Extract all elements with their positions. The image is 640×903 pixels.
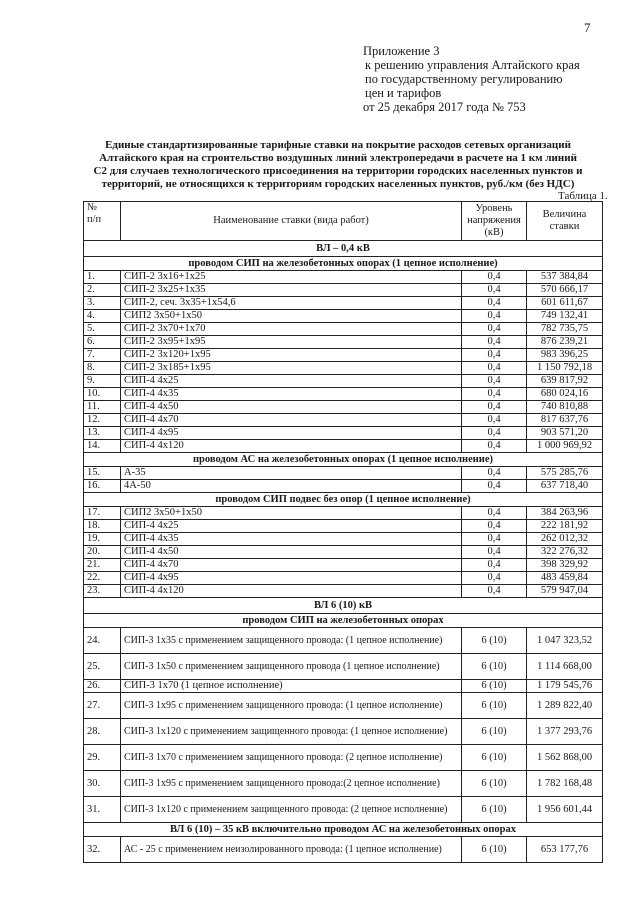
title-line-2: Алтайского края на строительство воздушных линий электропередачи в расчете на 1 км линий: [99, 152, 577, 164]
table-row: [84, 310, 603, 323]
row-number: 32.: [84, 837, 121, 863]
table-row: [84, 585, 603, 598]
row-voltage: 0,4: [462, 507, 527, 520]
table-row: [84, 440, 603, 453]
row-number: 21.: [84, 559, 121, 572]
row-price: 322 276,32: [527, 546, 603, 559]
table-row: [84, 837, 603, 863]
row-voltage: 0,4: [462, 559, 527, 572]
row-price: 601 611,67: [527, 297, 603, 310]
row-number: 1.: [84, 271, 121, 284]
row-number: 23.: [84, 585, 121, 598]
row-price: 782 735,75: [527, 323, 603, 336]
table-body: [84, 241, 603, 863]
row-name: СИП-3 1х95 с применением защищенного провода:(2 цепное исполнение): [121, 771, 462, 797]
row-number: 9.: [84, 375, 121, 388]
table-row: [84, 349, 603, 362]
row-voltage: 0,4: [462, 427, 527, 440]
table-row: [84, 336, 603, 349]
row-voltage: 0,4: [462, 572, 527, 585]
row-price: 398 329,92: [527, 559, 603, 572]
row-number: 13.: [84, 427, 121, 440]
row-name: СИП-2 3х95+1х95: [121, 336, 462, 349]
row-number: 6.: [84, 336, 121, 349]
row-price: 639 817,92: [527, 375, 603, 388]
row-name: СИП-3 1х50 с применением защищенного провода (1 цепное исполнение): [121, 654, 462, 680]
row-voltage: 0,4: [462, 336, 527, 349]
row-name: СИП-4 4х95: [121, 572, 462, 585]
row-voltage: 6 (10): [462, 837, 527, 863]
row-number: 25.: [84, 654, 121, 680]
row-voltage: 6 (10): [462, 693, 527, 719]
row-voltage: 0,4: [462, 271, 527, 284]
row-voltage: 0,4: [462, 440, 527, 453]
row-voltage: 0,4: [462, 362, 527, 375]
row-number: 16.: [84, 480, 121, 493]
row-name: СИП-4 4х35: [121, 533, 462, 546]
row-name: СИП-3 1х120 с применением защищенного провода: (1 цепное исполнение): [121, 719, 462, 745]
section-title: ВЛ 6 (10) – 35 кВ включительно проводом АС на железобетонных опорах: [84, 823, 603, 837]
tariff-table: [83, 201, 603, 863]
row-name: СИП-4 4х35: [121, 388, 462, 401]
row-number: 26.: [84, 680, 121, 693]
row-number: 28.: [84, 719, 121, 745]
row-price: 384 263,96: [527, 507, 603, 520]
row-price: 653 177,76: [527, 837, 603, 863]
row-name: СИП-3 1х70 (1 цепное исполнение): [121, 680, 462, 693]
table-row: [84, 467, 603, 480]
row-price: 1 179 545,76: [527, 680, 603, 693]
table-row: [84, 628, 603, 654]
table-header-row: [84, 202, 603, 241]
row-name: СИП-4 4х70: [121, 414, 462, 427]
section-row: [84, 453, 603, 467]
table-row: [84, 271, 603, 284]
row-name: 4А-50: [121, 480, 462, 493]
table-row: [84, 362, 603, 375]
row-name: СИП-4 4х70: [121, 559, 462, 572]
row-number: 19.: [84, 533, 121, 546]
section-title: ВЛ 6 (10) кВ: [84, 598, 603, 614]
row-name: А-35: [121, 467, 462, 480]
row-name: СИП-3 1х95 с применением защищенного провода: (1 цепное исполнение): [121, 693, 462, 719]
row-price: 1 377 293,76: [527, 719, 603, 745]
appendix-line-2: к решению управления Алтайского края: [365, 58, 580, 72]
row-number: 11.: [84, 401, 121, 414]
row-price: 983 396,25: [527, 349, 603, 362]
row-number: 14.: [84, 440, 121, 453]
row-number: 24.: [84, 628, 121, 654]
row-name: СИП-2 3х25+1х35: [121, 284, 462, 297]
row-voltage: 0,4: [462, 480, 527, 493]
title-line-1: Единые стандартизированные тарифные ставки на покрытие расходов сетевых организаций: [105, 139, 571, 151]
appendix-line-4: цен и тарифов: [365, 86, 442, 100]
row-price: 1 000 969,92: [527, 440, 603, 453]
table-row: [84, 654, 603, 680]
row-price: 876 239,21: [527, 336, 603, 349]
header-num-line-1: №: [87, 202, 98, 213]
row-price: 1 150 792,18: [527, 362, 603, 375]
row-number: 10.: [84, 388, 121, 401]
row-number: 29.: [84, 745, 121, 771]
row-name: СИП-3 1х120 с применением защищенного провода: (2 цепное исполнение): [121, 797, 462, 823]
row-voltage: 0,4: [462, 533, 527, 546]
table-row: [84, 284, 603, 297]
section-row: [84, 823, 603, 837]
row-price: 262 012,32: [527, 533, 603, 546]
row-name: СИП-4 4х120: [121, 440, 462, 453]
row-voltage: 0,4: [462, 284, 527, 297]
row-price: 575 285,76: [527, 467, 603, 480]
row-number: 12.: [84, 414, 121, 427]
row-number: 7.: [84, 349, 121, 362]
row-name: АС - 25 с применением неизолированного провода: (1 цепное исполнение): [121, 837, 462, 863]
row-number: 17.: [84, 507, 121, 520]
table-row: [84, 375, 603, 388]
row-voltage: 0,4: [462, 349, 527, 362]
row-voltage: 6 (10): [462, 628, 527, 654]
row-price: 1 782 168,48: [527, 771, 603, 797]
table-row: [84, 719, 603, 745]
row-name: СИП-4 4х25: [121, 520, 462, 533]
appendix-line-1: Приложение 3: [363, 44, 440, 58]
row-number: 15.: [84, 467, 121, 480]
row-price: 740 810,88: [527, 401, 603, 414]
row-number: 22.: [84, 572, 121, 585]
section-title: ВЛ – 0,4 кВ: [84, 241, 603, 257]
table-row: [84, 797, 603, 823]
row-voltage: 6 (10): [462, 797, 527, 823]
appendix-block: [363, 44, 580, 114]
title-line-3: С2 для случаев технологического присоединения на территории городских населенных пунктов и: [93, 165, 583, 177]
row-voltage: 0,4: [462, 520, 527, 533]
row-price: 1 956 601,44: [527, 797, 603, 823]
row-number: 30.: [84, 771, 121, 797]
table-row: [84, 546, 603, 559]
row-number: 8.: [84, 362, 121, 375]
section-row: [84, 598, 603, 614]
section-title: проводом АС на железобетонных опорах (1 цепное исполнение): [84, 453, 603, 467]
section-row: [84, 241, 603, 257]
header-voltage: Уровень напряжения (кВ): [462, 202, 527, 241]
row-voltage: 0,4: [462, 546, 527, 559]
table-label: Таблица 1.: [558, 190, 608, 202]
row-name: СИП-2 3х120+1х95: [121, 349, 462, 362]
row-price: 1 047 323,52: [527, 628, 603, 654]
row-voltage: 0,4: [462, 297, 527, 310]
section-title: проводом СИП на железобетонных опорах (1 цепное исполнение): [84, 257, 603, 271]
row-voltage: 0,4: [462, 375, 527, 388]
row-price: 483 459,84: [527, 572, 603, 585]
row-price: 903 571,20: [527, 427, 603, 440]
section-row: [84, 493, 603, 507]
row-name: СИП2 3х50+1х50: [121, 507, 462, 520]
header-num-line-2: п/п: [87, 214, 102, 225]
row-price: 680 024,16: [527, 388, 603, 401]
row-number: 18.: [84, 520, 121, 533]
row-name: СИП2 3х50+1х50: [121, 310, 462, 323]
row-voltage: 0,4: [462, 467, 527, 480]
row-price: 570 666,17: [527, 284, 603, 297]
row-voltage: 6 (10): [462, 745, 527, 771]
row-name: СИП-2, сеч. 3х35+1х54,6: [121, 297, 462, 310]
row-number: 5.: [84, 323, 121, 336]
table-row: [84, 572, 603, 585]
section-row: [84, 614, 603, 628]
row-name: СИП-2 3х16+1х25: [121, 271, 462, 284]
row-number: 27.: [84, 693, 121, 719]
row-voltage: 6 (10): [462, 771, 527, 797]
title-line-4: территорий, не относящихся к территориям городских населенных пунктов, руб./км (без НДС): [101, 178, 575, 190]
section-title: проводом СИП подвес без опор (1 цепное исполнение): [84, 493, 603, 507]
row-price: 817 637,76: [527, 414, 603, 427]
row-voltage: 0,4: [462, 401, 527, 414]
header-num: [84, 202, 121, 241]
appendix-line-5: от 25 декабря 2017 года № 753: [363, 100, 526, 114]
row-number: 20.: [84, 546, 121, 559]
row-name: СИП-4 4х50: [121, 401, 462, 414]
row-voltage: 6 (10): [462, 654, 527, 680]
row-voltage: 0,4: [462, 323, 527, 336]
row-voltage: 0,4: [462, 388, 527, 401]
row-name: СИП-2 3х70+1х70: [121, 323, 462, 336]
appendix-line-3: по государственному регулированию: [365, 72, 563, 86]
row-price: 1 114 668,00: [527, 654, 603, 680]
row-number: 4.: [84, 310, 121, 323]
table-row: [84, 533, 603, 546]
table-row: [84, 323, 603, 336]
document-title: [78, 139, 598, 191]
row-name: СИП-3 1х70 с применением защищенного провода: (2 цепное исполнение): [121, 745, 462, 771]
row-name: СИП-4 4х25: [121, 375, 462, 388]
row-voltage: 6 (10): [462, 719, 527, 745]
section-title: проводом СИП на железобетонных опорах: [84, 614, 603, 628]
row-voltage: 0,4: [462, 585, 527, 598]
row-price: 222 181,92: [527, 520, 603, 533]
row-price: 537 384,84: [527, 271, 603, 284]
row-price: 749 132,41: [527, 310, 603, 323]
row-voltage: 6 (10): [462, 680, 527, 693]
header-price: Величина ставки: [527, 202, 603, 241]
table-row: [84, 388, 603, 401]
row-name: СИП-4 4х50: [121, 546, 462, 559]
table-row: [84, 297, 603, 310]
table-row: [84, 520, 603, 533]
page-number: 7: [584, 20, 591, 35]
row-price: 1 289 822,40: [527, 693, 603, 719]
table-row: [84, 559, 603, 572]
row-voltage: 0,4: [462, 310, 527, 323]
row-number: 31.: [84, 797, 121, 823]
row-voltage: 0,4: [462, 414, 527, 427]
table-row: [84, 480, 603, 493]
table-row: [84, 693, 603, 719]
table-row: [84, 771, 603, 797]
row-name: СИП-2 3х185+1х95: [121, 362, 462, 375]
table-row: [84, 507, 603, 520]
section-row: [84, 257, 603, 271]
table-row: [84, 427, 603, 440]
row-price: 1 562 868,00: [527, 745, 603, 771]
table-row: [84, 745, 603, 771]
row-number: 2.: [84, 284, 121, 297]
row-name: СИП-4 4х95: [121, 427, 462, 440]
table-row: [84, 414, 603, 427]
row-number: 3.: [84, 297, 121, 310]
row-name: СИП-4 4х120: [121, 585, 462, 598]
row-price: 579 947,04: [527, 585, 603, 598]
row-price: 637 718,40: [527, 480, 603, 493]
table-row: [84, 401, 603, 414]
row-name: СИП-3 1х35 с применением защищенного провода: (1 цепное исполнение): [121, 628, 462, 654]
table-row: [84, 680, 603, 693]
header-name: Наименование ставки (вида работ): [121, 202, 462, 241]
